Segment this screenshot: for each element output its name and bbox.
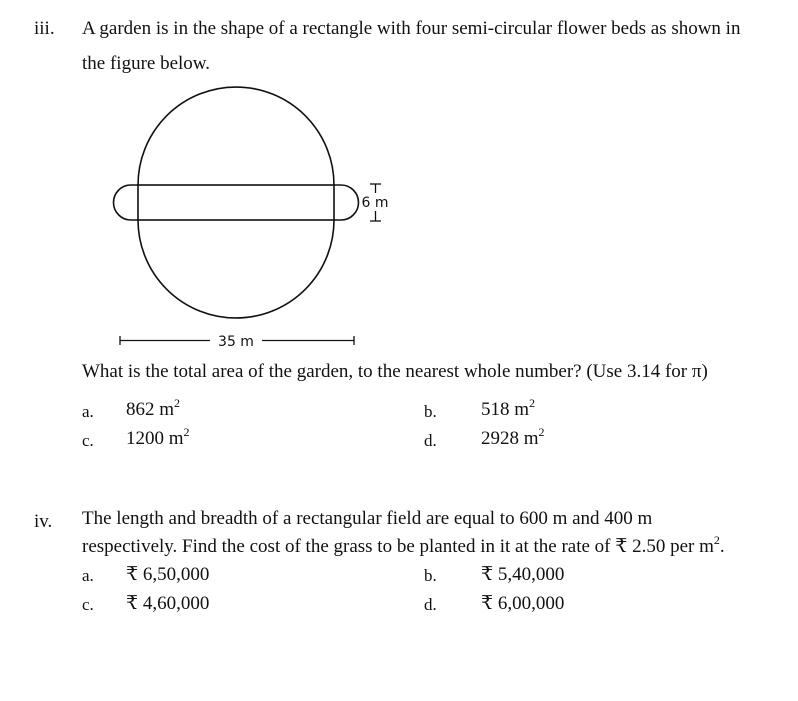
garden-rectangle [138,185,334,220]
question-iii-text-line2: the figure below. [82,53,211,74]
question-number-iv: iv. [34,511,53,532]
garden-figure [110,80,400,355]
width-label: 35 m [218,334,254,350]
question-iv-text-line1: The length and breadth of a rectangular field are equal to 600 m and 400 m [82,508,653,529]
option-d-value[interactable]: ₹ 6,00,000 [481,593,565,614]
bottom-semicircle-bed [138,220,334,318]
option-d-letter: d. [424,595,437,614]
option-c-letter: c. [82,595,94,614]
question-iv-text-line2: respectively. Find the cost of the grass to be planted in it at the rate of ₹ 2.50 per $m^2$. [82,532,725,557]
option-c-value[interactable]: ₹ 4,60,000 [126,593,210,614]
option-a-letter: a. [82,402,94,421]
left-semicircle-bed [114,185,139,220]
option-d-letter: d. [424,431,437,450]
option-a-value[interactable]: 862 $m^2$ [126,395,181,420]
option-d-value[interactable]: 2928 $m^2$ [481,424,545,449]
option-b-letter: b. [424,566,437,585]
question-number-iii: iii. [34,18,55,39]
option-b-letter: b. [424,402,437,421]
option-a-letter: a. [82,566,94,585]
option-c-value[interactable]: 1200 $m^2$ [126,424,190,449]
question-iii-text-line1: A garden is in the shape of a rectangle with four semi-circular flower beds as shown in [82,18,741,39]
option-c-letter: c. [82,431,94,450]
option-b-value[interactable]: 518 $m^2$ [481,395,536,420]
option-a-value[interactable]: ₹ 6,50,000 [126,564,210,585]
height-label: 6 m [361,195,389,211]
question-iii-prompt: What is the total area of the garden, to the nearest whole number? (Use 3.14 for π) [82,361,708,382]
top-semicircle-bed [138,87,334,185]
option-b-value[interactable]: ₹ 5,40,000 [481,564,565,585]
right-semicircle-bed [334,185,359,220]
